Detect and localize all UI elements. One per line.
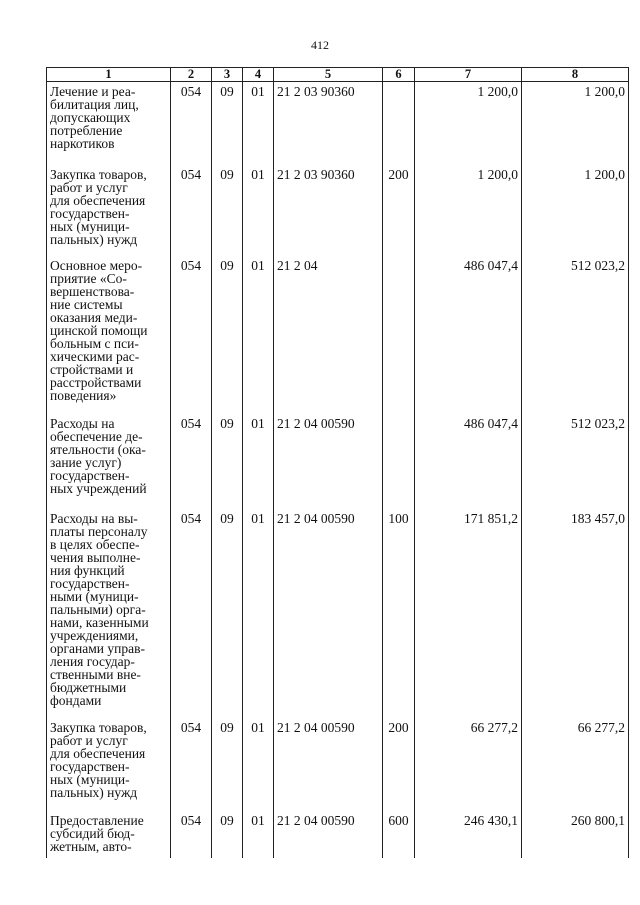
header-col-3: 3: [212, 68, 243, 82]
expense-type-code: 200: [383, 718, 415, 811]
section-code: 09: [212, 165, 243, 256]
expense-type-code: 100: [383, 509, 415, 718]
amount-col-7: 171 851,2: [415, 509, 522, 718]
target-item-code: 21 2 04: [274, 256, 383, 414]
table-row: [47, 256, 629, 414]
target-item-code: 21 2 03 90360: [274, 82, 383, 166]
expense-type-code: [383, 256, 415, 414]
amount-col-7: 1 200,0: [415, 165, 522, 256]
section-code: 09: [212, 82, 243, 166]
section-code: 09: [212, 256, 243, 414]
subsection-code: 01: [243, 718, 274, 811]
subsection-code: 01: [243, 256, 274, 414]
table-header-row: [47, 68, 629, 82]
row-name: Предоставление субсидий бюд- жетным, авто-: [47, 811, 171, 858]
section-code: 09: [212, 811, 243, 858]
row-name: Лечение и реа- билитация лиц, допускающих потребление наркотиков: [47, 82, 171, 166]
subsection-code: 01: [243, 82, 274, 166]
header-col-4: 4: [243, 68, 274, 82]
table-row: [47, 165, 629, 256]
target-item-code: 21 2 04 00590: [274, 509, 383, 718]
expense-type-code: 600: [383, 811, 415, 858]
ministry-code: 054: [171, 509, 212, 718]
row-name: Закупка товаров, работ и услуг для обеспечения государствен- ных (муници- пальных) нужд: [47, 165, 171, 256]
target-item-code: 21 2 03 90360: [274, 165, 383, 256]
budget-table: [46, 67, 629, 858]
table-row: [47, 82, 629, 166]
expense-type-code: 200: [383, 165, 415, 256]
amount-col-8: 183 457,0: [522, 509, 629, 718]
subsection-code: 01: [243, 165, 274, 256]
table-row: [47, 811, 629, 858]
header-col-7: 7: [415, 68, 522, 82]
target-item-code: 21 2 04 00590: [274, 718, 383, 811]
table-row: [47, 718, 629, 811]
header-col-5: 5: [274, 68, 383, 82]
amount-col-8: 1 200,0: [522, 82, 629, 166]
ministry-code: 054: [171, 82, 212, 166]
table-row: [47, 509, 629, 718]
amount-col-8: 512 023,2: [522, 414, 629, 509]
header-col-1: 1: [47, 68, 171, 82]
section-code: 09: [212, 509, 243, 718]
ministry-code: 054: [171, 414, 212, 509]
amount-col-7: 246 430,1: [415, 811, 522, 858]
header-col-6: 6: [383, 68, 415, 82]
row-name: Расходы на обеспечение де- ятельности (ока- зание услуг) государствен- ных учреждений: [47, 414, 171, 509]
ministry-code: 054: [171, 256, 212, 414]
row-name: Расходы на вы- платы персоналу в целях обеспе- чения выполне- ния функций государствен- ными (муници- пальными) орга- нами, казенными учреждениями, органами управ- ления государ- ственными вне- бюджетными фондами: [47, 509, 171, 718]
row-name: Основное меро- приятие «Со- вершенствова- ние системы оказания меди- цинской помощи больным с пси- хическими рас- стройствами и расстройствами поведения»: [47, 256, 171, 414]
section-code: 09: [212, 718, 243, 811]
expense-type-code: [383, 82, 415, 166]
subsection-code: 01: [243, 811, 274, 858]
amount-col-7: 486 047,4: [415, 256, 522, 414]
row-name: Закупка товаров, работ и услуг для обеспечения государствен- ных (муници- пальных) нужд: [47, 718, 171, 811]
amount-col-8: 512 023,2: [522, 256, 629, 414]
header-col-2: 2: [171, 68, 212, 82]
amount-col-8: 66 277,2: [522, 718, 629, 811]
subsection-code: 01: [243, 509, 274, 718]
amount-col-7: 486 047,4: [415, 414, 522, 509]
amount-col-8: 260 800,1: [522, 811, 629, 858]
page-number: 412: [311, 38, 329, 52]
target-item-code: 21 2 04 00590: [274, 811, 383, 858]
ministry-code: 054: [171, 165, 212, 256]
target-item-code: 21 2 04 00590: [274, 414, 383, 509]
expense-type-code: [383, 414, 415, 509]
header-col-8: 8: [522, 68, 629, 82]
table-row: [47, 414, 629, 509]
amount-col-8: 1 200,0: [522, 165, 629, 256]
ministry-code: 054: [171, 718, 212, 811]
section-code: 09: [212, 414, 243, 509]
ministry-code: 054: [171, 811, 212, 858]
amount-col-7: 1 200,0: [415, 82, 522, 166]
amount-col-7: 66 277,2: [415, 718, 522, 811]
subsection-code: 01: [243, 414, 274, 509]
